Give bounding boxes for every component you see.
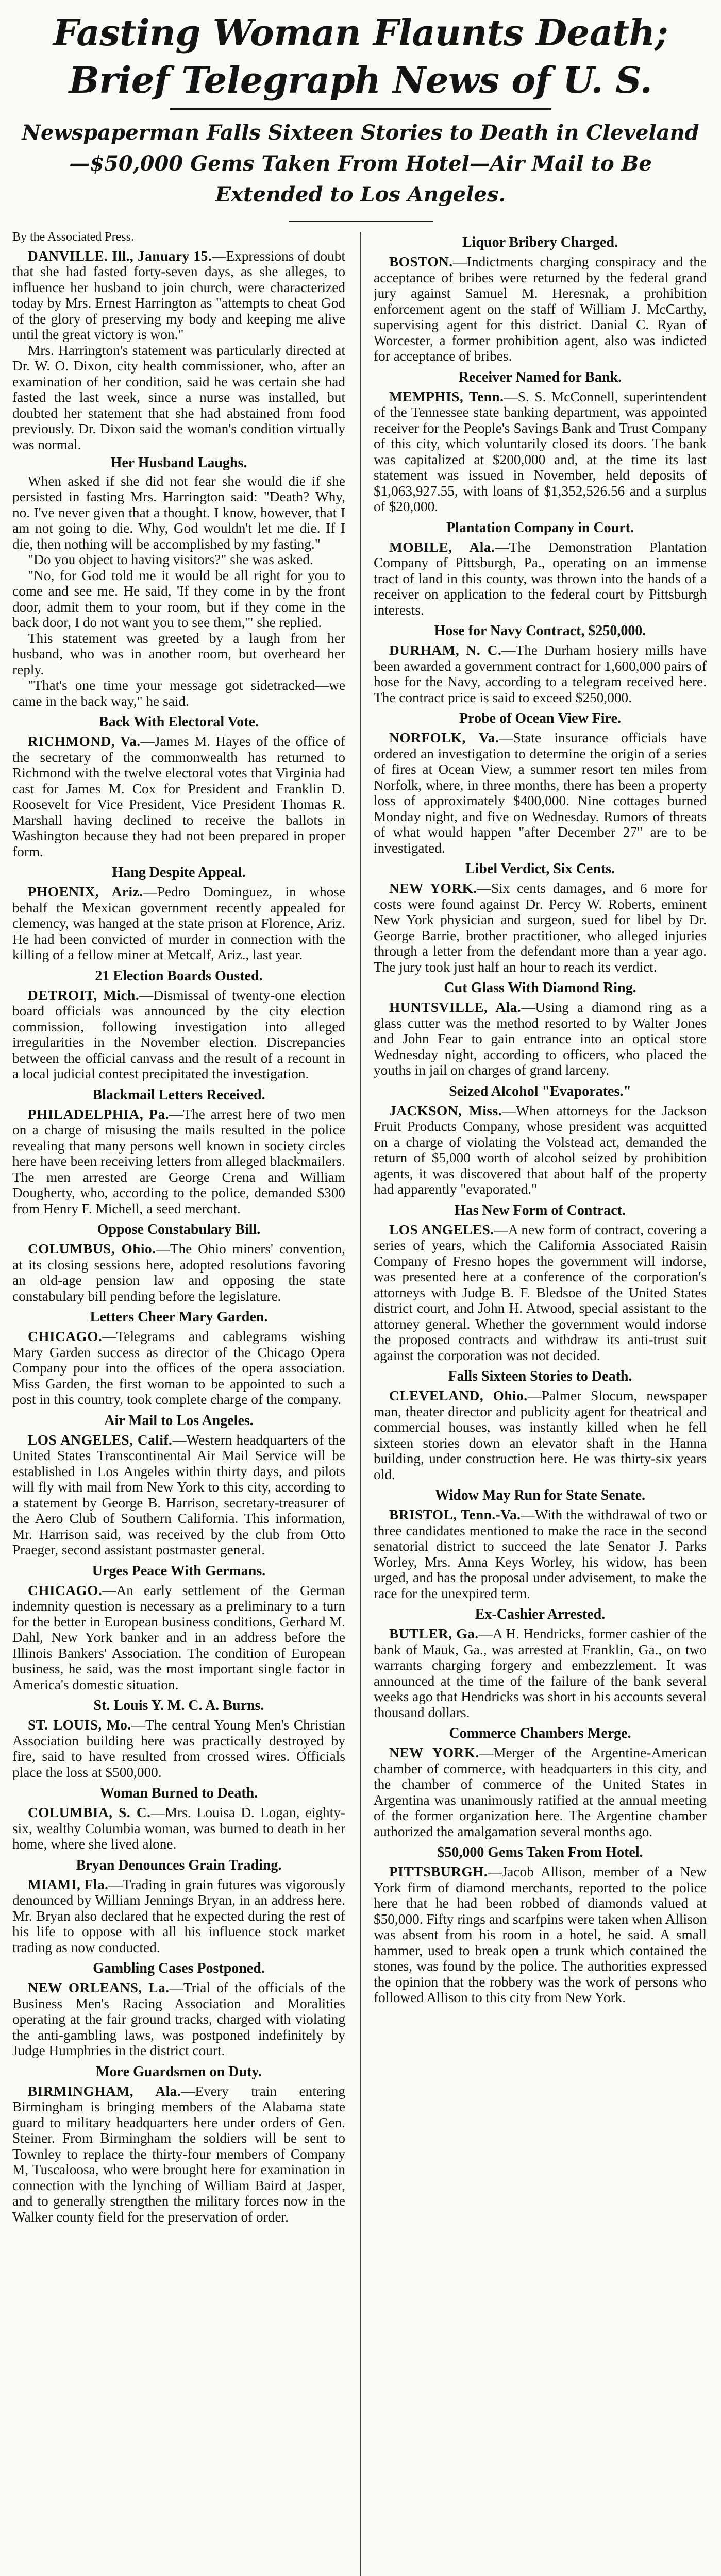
brief-paragraph <box>12 2083 345 2225</box>
brief-paragraph <box>374 1864 707 2006</box>
brief-dateline: MIAMI, Fla. <box>28 1876 109 1892</box>
brief-text: —Indictments charging conspiracy and the acceptance of bribes were returned by the federal grand jury against Samuel M. Heresnak, a prohibition enforcement agent on the staff of William J. McCarthy, supervising agent for this district. Danial C. Ryan of Worcester, a former prohibition agent, also was indicted for acceptance of bribes. <box>374 254 707 364</box>
brief-text: —When attorneys for the Jackson Fruit Products Company, whose president was acquitted on a charge of violating the Volstead act, demanded the return of $5,000 worth of alcohol seized by prohibition agents, it was discovered that about half of the property had apparently "evaporated." <box>374 1103 707 1197</box>
byline: By the Associated Press. <box>12 230 134 244</box>
brief-title: Blackmail Letters Received. <box>92 1087 265 1103</box>
brief-paragraph <box>374 1626 707 1720</box>
brief-title: Cut Glass With Diamond Ring. <box>444 980 636 996</box>
brief-title: Plantation Company in Court. <box>446 519 634 536</box>
brief-paragraph <box>374 642 707 705</box>
brief-paragraph <box>374 1745 707 1839</box>
brief-paragraph <box>374 254 707 364</box>
brief-title: Gambling Cases Postponed. <box>93 1960 265 1976</box>
right-brief-list <box>374 234 707 2006</box>
brief-paragraph <box>12 884 345 963</box>
brief-title: Has New Form of Contract. <box>454 1202 626 1218</box>
brief-title: Woman Burned to Death. <box>99 1785 258 1801</box>
brief-paragraph <box>12 1805 345 1852</box>
brief-dateline: NORFOLK, Va. <box>389 730 499 745</box>
headline-line-2: Brief Telegraph News of U. S. <box>69 59 652 101</box>
brief-title: Liquor Bribery Charged. <box>462 234 618 250</box>
left-column <box>12 229 345 2576</box>
brief-dateline: DETROIT, Mich. <box>28 987 140 1003</box>
brief-title: Libel Verdict, Six Cents. <box>465 861 615 877</box>
brief-text: —James M. Hayes of the office of the secretary of the commonwealth has returned to Richmond with the twelve electoral votes that Virginia had cast for James M. Cox for President and Franklin D. Roosevelt for Vice President, Vice President Thomas R. Marshall having declined to receive the ballots in Washington because they had not been prepared in proper form. <box>12 734 345 859</box>
news-brief <box>374 623 707 705</box>
brief-text: —Pedro Dominguez, in whose behalf the Mexican government recently appealed for clemency, was hanged at the state prison at Florence, Ariz. He had been convicted of murder in connection with the killing of a fellow miner at Metcalf, Ariz., last year. <box>12 884 345 962</box>
brief-paragraph <box>12 1241 345 1304</box>
lead-paragraph-3: When asked if she did not fear she would die if she persisted in fasting Mrs. Harrington said: "Death? Why, no. I've never given that a thought. I know, however, that I am not going to die. Why, God wouldn't let me die. If I die, then nothing will be accomplished by my fasting." <box>12 473 345 552</box>
brief-dateline: BIRMINGHAM, Ala. <box>28 2083 181 2099</box>
lead-paragraph-4: "Do you object to having visitors?" she was asked. <box>28 552 313 567</box>
lead-paragraph-2: Mrs. Harrington's statement was particularly directed at Dr. W. O. Dixon, city health commissioner, who, after an examination of her condition, said he was certain she had fasted the last week, since a nurse was installed, but doubted her statement that she had abstained from food previously. Dr. Dixon said the woman's condition virtually was normal. <box>12 342 345 452</box>
deck-rule <box>289 221 433 222</box>
brief-title: Hose for Navy Contract, $250,000. <box>434 623 646 639</box>
brief-dateline: NEW YORK. <box>389 1745 479 1760</box>
news-brief <box>374 861 707 975</box>
brief-paragraph <box>374 730 707 856</box>
brief-paragraph <box>12 1107 345 1217</box>
brief-paragraph <box>374 1388 707 1482</box>
brief-paragraph <box>374 1222 707 1364</box>
news-brief <box>374 234 707 364</box>
brief-title: St. Louis Y. M. C. A. Burns. <box>93 1698 264 1714</box>
brief-dateline: PHOENIX, Ariz. <box>28 884 143 900</box>
brief-paragraph <box>12 1980 345 2059</box>
brief-title: Probe of Ocean View Fire. <box>459 710 621 726</box>
left-brief-list <box>12 714 345 2225</box>
brief-dateline: COLUMBUS, Ohio. <box>28 1241 156 1257</box>
news-brief <box>374 520 707 618</box>
lead-text-1: —Expressions of doubt that she had fasted forty-seven days, as she alleges, to influence her husband to join church, were characterized today by Mrs. Ernest Harrington as "attempts to cheat God of the glory of preserving my body and keeping me alive until the great victory is won." <box>12 248 345 342</box>
lead-subhead: Her Husband Laughs. <box>110 455 247 471</box>
brief-text: —A H. Hendricks, former cashier of the bank of Mauk, Ga., was arrested at Franklin, Ga., on two warrants charging forgery and embezzlement. It was announced at the time of the failure of the bank several weeks ago that Hendricks was short in his accounts several thousand dollars. <box>374 1626 707 1720</box>
right-column <box>374 229 707 2576</box>
brief-text: —Every train entering Birmingham is bringing members of the Alabama state guard to military headquarters here under orders of Gen. Steiner. From Birmingham the soldiers will be sent to Townley to replace the thirty-four members of Company M, Tuscaloosa, who were brought here for examination in connection with the lynching of William Baird at Jasper, and to generally strengthen the military forces now in the Walker county field for the preservation of order. <box>12 2083 345 2225</box>
brief-title: Back With Electoral Vote. <box>98 714 259 730</box>
brief-text: —Palmer Slocum, newspaper man, theater director and publicity agent for theatrical and commercial houses, was instantly killed when he fell sixteen stories down an elevator shaft in the Hanna building, under construction here. He was thirty-six years old. <box>374 1388 707 1482</box>
headline-rule <box>170 108 551 110</box>
brief-dateline: NEW YORK. <box>389 880 477 896</box>
brief-title: Widow May Run for State Senate. <box>434 1487 646 1503</box>
brief-title: Receiver Named for Bank. <box>458 369 622 385</box>
news-brief <box>12 1698 345 1780</box>
brief-text: —S. S. McConnell, superintendent of the Tennessee state banking department, was appointed receiver for the People's Savings Bank and Trust Company of this city, which voluntarily closed its doors. The bank was capitalized at $200,000 and, at the time its last statement was issued in November, held deposits of $1,063,927.55, with loans of $1,352,526.56 and a surplus of $20,000. <box>374 388 707 514</box>
brief-title: Seized Alcohol "Evaporates." <box>449 1083 631 1099</box>
brief-dateline: BOSTON. <box>389 254 453 269</box>
brief-text: —Western headquarters of the United States Transcontinental Air Mail Service will be established in Los Angeles within thirty days, and pilots will fly with mail from New York to this city, according to a statement by George B. Harrison, secretary-treasurer of the Aero Club of Southern California. This information, Mr. Harrison said, was received by the club from Otto Praeger, second assistant postmaster general. <box>12 1432 345 1557</box>
column-divider <box>360 232 361 2576</box>
brief-title: Bryan Denounces Grain Trading. <box>76 1857 282 1873</box>
brief-text: —The Demonstration Plantation Company of Pittsburgh, Pa., operating on an immense tract of land in this county, was thrown into the hands of a receiver on application to the federal court by Pittsburgh interests. <box>374 539 707 618</box>
news-brief <box>374 710 707 856</box>
page-headline <box>10 9 711 104</box>
brief-dateline: MEMPHIS, Tenn. <box>389 388 504 404</box>
brief-title: Urges Peace With Germans. <box>92 1563 266 1579</box>
brief-dateline: MOBILE, Ala. <box>389 539 495 555</box>
brief-dateline: RICHMOND, Va. <box>28 734 141 749</box>
brief-text: —Trading in grain futures was vigorously denounced by William Jennings Bryan, in an address here. Mr. Bryan also declared that he expected during the rest of his life to oppose with all his influence stock market trading as now conducted. <box>12 1876 345 1955</box>
brief-dateline: CLEVELAND, Ohio. <box>389 1388 528 1403</box>
brief-title: More Guardsmen on Duty. <box>96 2063 262 2080</box>
news-brief <box>12 865 345 963</box>
lead-paragraph-5: "No, for God told me it would be all right for you to come and see me. He said, 'If they come in by the front door, admit them to your room, but if they come in the back door, I do not want you to see them,'" she replied. <box>12 567 345 630</box>
brief-title: Commerce Chambers Merge. <box>449 1725 631 1741</box>
news-brief <box>12 1309 345 1408</box>
brief-paragraph <box>374 880 707 975</box>
lead-dateline: DANVILLE. Ill., January 15. <box>28 248 212 264</box>
news-brief <box>12 1087 345 1217</box>
brief-title: Air Mail to Los Angeles. <box>104 1412 254 1429</box>
news-brief <box>12 2064 345 2225</box>
lead-story-danville <box>12 248 345 709</box>
brief-paragraph <box>12 988 345 1082</box>
news-brief <box>374 1606 707 1720</box>
news-brief <box>374 369 707 515</box>
news-brief <box>374 1202 707 1364</box>
brief-paragraph <box>12 734 345 859</box>
news-brief <box>12 1857 345 1956</box>
brief-text: —With the withdrawal of two or three candidates mentioned to make the race in the second senatorial district to succeed the late Senator J. Parks Worley, Mrs. Anna Keys Worley, his widow, has been urged, and has the proposal under advisement, to make the race for the unexpired term. <box>374 1507 707 1601</box>
brief-dateline: CHICAGO. <box>28 1582 103 1598</box>
brief-paragraph <box>12 1583 345 1693</box>
brief-title: Letters Cheer Mary Garden. <box>90 1309 268 1325</box>
lead-paragraph-6: This statement was greeted by a laugh from her husband, who was in another room, but overheard her reply. <box>12 630 345 677</box>
brief-paragraph <box>12 1329 345 1408</box>
lead-paragraph-7: "That's one time your message got sidetracked—we came in the back way," he said. <box>12 677 345 709</box>
news-brief <box>374 1368 707 1482</box>
brief-paragraph <box>374 1103 707 1197</box>
brief-paragraph <box>12 1432 345 1558</box>
news-brief <box>374 1487 707 1601</box>
brief-text: —The Ohio miners' convention, at its closing sessions here, adopted resolutions favoring an old-age pension law and opposing the state constabulary bill pending before the legislature. <box>12 1241 345 1304</box>
brief-dateline: NEW ORLEANS, La. <box>28 1980 170 1995</box>
news-brief <box>12 1563 345 1693</box>
brief-title: Falls Sixteen Stories to Death. <box>448 1368 632 1384</box>
brief-title: Ex-Cashier Arrested. <box>475 1606 606 1622</box>
news-brief <box>12 1222 345 1304</box>
brief-title: $50,000 Gems Taken From Hotel. <box>437 1844 643 1860</box>
brief-dateline: DURHAM, N. C. <box>389 642 502 658</box>
brief-text: —Telegrams and cablegrams wishing Mary Garden success as director of the Chicago Opera Company pour into the offices of the opera association. Miss Garden, the first woman to be appointed to such a post in this country, took complete charge of the company. <box>12 1329 345 1407</box>
brief-text: —Jacob Allison, member of a New York firm of diamond merchants, reported to the police here that he had been robbed of diamonds valued at $50,000. Fifty rings and scarfpins were taken when Allison was absent from his room in a hotel, he said. A small hammer, used to break open a trunk which contained the stones, was found by the police. The authorities expressed the opinion that the robbery was the work of persons who followed Allison to this city from New York. <box>374 1864 707 2005</box>
brief-dateline: LOS ANGELES. <box>389 1222 494 1238</box>
brief-paragraph <box>374 999 707 1078</box>
brief-text: —The Durham hosiery mills have been awarded a government contract for 1,600,000 pairs of hose for the Navy, according to a telegram received here. The contract price is said to exceed $250,000. <box>374 642 707 705</box>
brief-dateline: CHICAGO. <box>28 1329 103 1344</box>
news-brief <box>374 980 707 1078</box>
brief-dateline: JACKSON, Miss. <box>389 1103 502 1118</box>
news-brief <box>374 1725 707 1839</box>
brief-dateline: COLUMBIA, S. C. <box>28 1805 151 1820</box>
brief-text: —State insurance officials have ordered an investigation to determine the origin of a series of fires at Ocean View, a summer resort ten miles from Norfolk, where, in three months, there has been a property loss of approximately $400,000. Nine cottages burned Monday night, and five on Wednesday. Rumors of threats of what would happen "after December 27" are to be investigated. <box>374 730 707 856</box>
brief-text: —Six cents damages, and 6 more for costs were found against Dr. Percy W. Roberts, eminent New York physician and surgeon, sued for libel by Dr. George Barrie, brother practitioner, who alleged injuries through a letter from the defendant more than a year ago. The jury took just half an hour to reach its verdict. <box>374 880 707 975</box>
brief-dateline: PHILADELPHIA, Pa. <box>28 1106 170 1122</box>
brief-dateline: BUTLER, Ga. <box>389 1626 479 1641</box>
brief-dateline: PITTSBURGH. <box>389 1864 488 1879</box>
brief-text: —Dismissal of twenty-one election board officials was announced by the city election commission, following investigation into alleged irregularities in the November election. Discrepancies between the official canvass and the result of a recount in a local judicial contest precipitated the investigation. <box>12 987 345 1081</box>
news-brief <box>12 1960 345 2059</box>
brief-dateline: HUNTSVILLE, Ala. <box>389 999 522 1015</box>
brief-text: —Using a diamond ring as a glass cutter was the method resorted to by Walter Jones and John Fear to gain entrance into an optical store Wednesday night, according to officers, who placed the youths in jail on charges of grand larceny. <box>374 999 707 1078</box>
brief-text: —Mrs. Louisa D. Logan, eighty-six, wealthy Columbia woman, was burned to death in her home, where she lived alone. <box>12 1805 345 1852</box>
news-brief <box>12 1413 345 1558</box>
subheadline-deck: Newspaperman Falls Sixteen Stories to Death in Cleveland—$50,000 Gems Taken From Hotel—Air Mail to Be Extended to Los Angeles. <box>22 121 699 207</box>
brief-dateline: LOS ANGELES, Calif. <box>28 1432 173 1448</box>
news-brief <box>374 1083 707 1197</box>
brief-text: —Trial of the officials of the Business Men's Racing Association and Moralities operating at the fair ground tracks, charged with violating the anti-gambling laws, was postponed indefinitely by Judge Humphries in the district court. <box>12 1980 345 2058</box>
brief-text: —An early settlement of the German indemnity question is necessary as a preliminary to a turn for the better in European business conditions, Gerhard M. Dahl, New York banker and in an address before the Illinois Bankers' Association. The condition of European business, he said, was the most important single factor in America's domestic situation. <box>12 1582 345 1692</box>
news-brief <box>374 1844 707 2006</box>
lead-paragraph <box>12 248 345 343</box>
brief-dateline: BRISTOL, Tenn.-Va. <box>389 1507 521 1522</box>
brief-dateline: ST. LOUIS, Mo. <box>28 1717 131 1733</box>
brief-title: 21 Election Boards Ousted. <box>95 968 263 984</box>
brief-paragraph <box>374 539 707 618</box>
brief-title: Oppose Constabulary Bill. <box>97 1222 261 1238</box>
brief-paragraph <box>12 1877 345 1956</box>
brief-paragraph <box>374 389 707 515</box>
brief-paragraph <box>374 1507 707 1601</box>
brief-text: —Merger of the Argentine-American chamber of commerce, with headquarters in this city, and the chamber of commerce of the United States in Argentina was unanimously ratified at the annual meeting of the former organization here. The Argentine chamber authorized the amalgamation several months ago. <box>374 1745 707 1839</box>
news-brief <box>12 968 345 1082</box>
brief-text: —The central Young Men's Christian Association building here was practically destroyed by fire, said to have resulted from crossed wires. Officials place the loss at $500,000. <box>12 1717 345 1780</box>
brief-paragraph <box>12 1717 345 1780</box>
headline-line-1: Fasting Woman Flaunts Death; <box>53 11 668 54</box>
brief-title: Hang Despite Appeal. <box>112 865 246 880</box>
brief-text: —The arrest here of two men on a charge of misusing the mails resulted in the police revealing that many persons well known in society circles here have been receiving letters from alleged blackmailers. The men arrested are George Crena and William Dougherty, who, according to the police, demanded $300 from Henry F. Michell, a seed merchant. <box>12 1106 345 1216</box>
brief-text: —A new form of contract, covering a series of years, which the California Associated Raisin Company of Fresno hopes the government will indorse, was presented here at a conference of the corporation's attorneys with Judge B. F. Bledsoe of the United States district court, and John H. Atwood, special assistant to the attorney general. Whether the government would indorse the proposed contracts and withdraw its anti-trust suit against the corporation was not decided. <box>374 1222 707 1363</box>
news-brief <box>12 714 345 859</box>
news-brief <box>12 1785 345 1852</box>
